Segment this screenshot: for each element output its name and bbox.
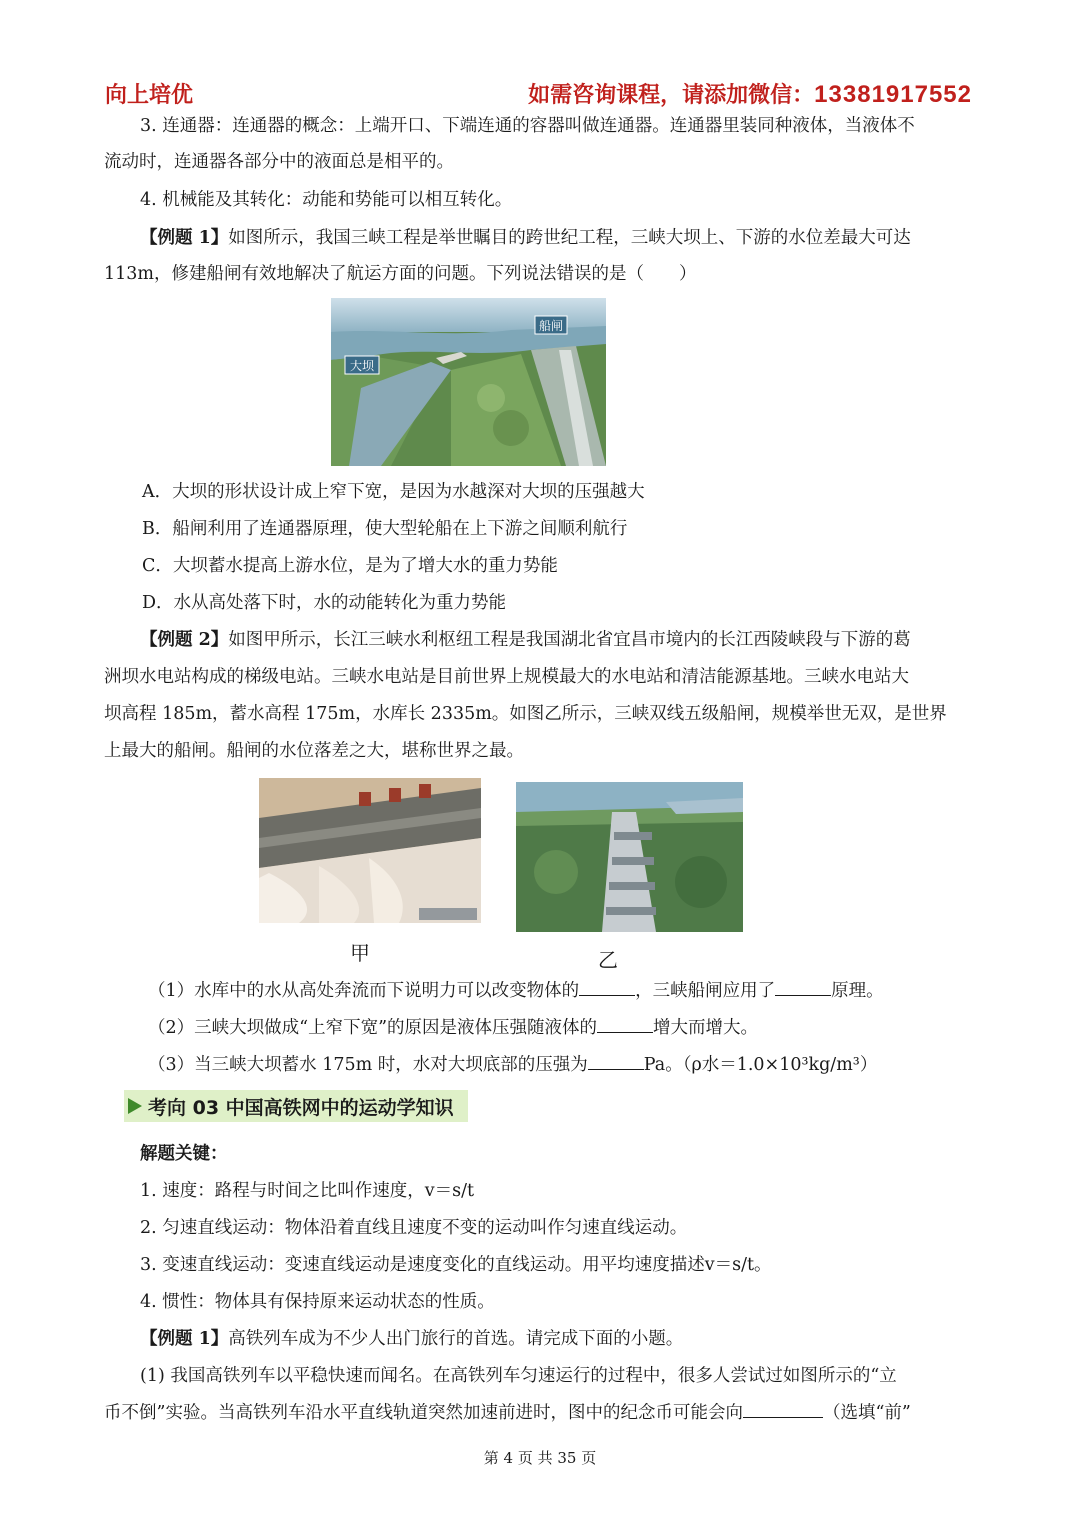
example2-q2 bbox=[104, 1010, 980, 1046]
example3-blank[interactable] bbox=[743, 1401, 823, 1418]
q3-text-a: （3）当三峡大坝蓄水 175m 时，水对大坝底部的压强为 bbox=[148, 1055, 588, 1075]
q1-text-c: 原理。 bbox=[831, 981, 884, 1001]
option-c: C．大坝蓄水提高上游水位，是为了增大水的重力势能 bbox=[142, 556, 558, 576]
section-header bbox=[124, 1090, 468, 1122]
caption-yi: 乙 bbox=[598, 948, 618, 972]
lock-label: 船闸 bbox=[538, 319, 564, 333]
example3-text1: 高铁列车成为不少人出门旅行的首选。请完成下面的小题。 bbox=[228, 1329, 684, 1349]
example2-tag: 【例题 2】 bbox=[140, 630, 229, 650]
q3-text-b: Pa。（ρ水＝1.0×10³kg/m³） bbox=[643, 1055, 878, 1075]
dam-label: 大坝 bbox=[349, 359, 375, 373]
contact-info bbox=[528, 78, 972, 109]
option-d: D．水从高处落下时，水的动能转化为重力势能 bbox=[142, 593, 507, 613]
three-gorges-illustration bbox=[331, 298, 606, 466]
keys-title: 解题关键： bbox=[140, 1144, 228, 1164]
example1-line1 bbox=[104, 220, 980, 256]
intro-p4: 4. 机械能及其转化：动能和势能可以相互转化。 bbox=[140, 190, 513, 210]
intro-p3-line1: 3. 连通器：连通器的概念：上端开口、下端连通的容器叫做连通器。连通器里装同种液体，当液体不 bbox=[140, 116, 915, 136]
q1-text-b: ，三峡船闸应用了 bbox=[635, 981, 776, 1001]
q2-blank[interactable] bbox=[597, 1016, 653, 1033]
example2-line3: 坝高程 185m，蓄水高程 175m，水库长 2335m。如图乙所示，三峡双线五级船闸，规模举世无双，是世界 bbox=[104, 704, 947, 724]
example1-tag: 【例题 1】 bbox=[140, 228, 229, 248]
arrow-icon bbox=[128, 1098, 142, 1114]
q2-text-a: （2）三峡大坝做成“上窄下宽”的原因是液体压强随液体的 bbox=[148, 1018, 598, 1038]
brand-name: 向上培优 bbox=[105, 83, 194, 108]
key-item-4: 4. 惯性：物体具有保持原来运动状态的性质。 bbox=[140, 1292, 495, 1312]
example2-line4: 上最大的船闸。船闸的水位落差之大，堪称世界之最。 bbox=[104, 741, 524, 761]
q3-blank[interactable] bbox=[588, 1053, 644, 1070]
option-b: B．船闸利用了连通器原理，使大型轮船在上下游之间顺利航行 bbox=[142, 519, 628, 539]
example3-text3b: （选填“前” bbox=[822, 1403, 911, 1423]
q1-blank-1[interactable] bbox=[579, 979, 635, 996]
example2-q1 bbox=[104, 973, 980, 1009]
ship-lock-illustration bbox=[516, 782, 743, 932]
example3-text3a: 币不倒”实验。当高铁列车沿水平直线轨道突然加速前进时，图中的纪念币可能会向 bbox=[104, 1403, 743, 1423]
dam-spillway-illustration bbox=[259, 778, 481, 923]
example1-text1: 如图所示，我国三峡工程是举世瞩目的跨世纪工程，三峡大坝上、下游的水位差最大可达 bbox=[228, 228, 911, 248]
key-item-1: 1. 速度：路程与时间之比叫作速度，v＝s/t bbox=[140, 1181, 475, 1201]
dam-spillway-photo bbox=[259, 778, 481, 923]
example3-line3 bbox=[104, 1395, 980, 1431]
key-item-3: 3. 变速直线运动：变速直线运动是速度变化的直线运动。用平均速度描述v＝s/t。 bbox=[140, 1255, 772, 1275]
example3-tag: 【例题 1】 bbox=[140, 1329, 229, 1349]
option-a: A．大坝的形状设计成上窄下宽，是因为水越深对大坝的压强越大 bbox=[142, 482, 645, 502]
q1-text-a: （1）水库中的水从高处奔流而下说明力可以改变物体的 bbox=[148, 981, 580, 1001]
example1-line2: 113m，修建船闸有效地解决了航运方面的问题。下列说法错误的是（ ） bbox=[104, 264, 697, 284]
q2-text-b: 增大而增大。 bbox=[653, 1018, 759, 1038]
example2-text1: 如图甲所示，长江三峡水利枢纽工程是我国湖北省宜昌市境内的长江西陵峡段与下游的葛 bbox=[228, 630, 911, 650]
example2-line2: 洲坝水电站构成的梯级电站。三峡水电站是目前世界上规模最大的水电站和清洁能源基地。三峡水电站大 bbox=[104, 667, 909, 687]
section-label: 考向 03 中国高铁网中的运动学知识 bbox=[148, 1097, 454, 1119]
intro-p3-line2: 流动时，连通器各部分中的液面总是相平的。 bbox=[104, 152, 454, 172]
q1-blank-2[interactable] bbox=[775, 979, 831, 996]
three-gorges-photo bbox=[331, 298, 606, 466]
contact-prefix: 如需咨询课程，请添加微信： bbox=[528, 83, 815, 108]
example2-q3 bbox=[104, 1047, 980, 1083]
page-number: 第 4 页 共 35 页 bbox=[483, 1449, 597, 1467]
example3-line2: (1) 我国高铁列车以平稳快速而闻名。在高铁列车匀速运行的过程中，很多人尝试过如图所示的“立 bbox=[140, 1366, 897, 1386]
ship-lock-photo bbox=[516, 782, 743, 932]
example2-line1 bbox=[104, 622, 980, 658]
contact-phone: 13381917552 bbox=[814, 81, 972, 108]
caption-jia: 甲 bbox=[350, 941, 370, 965]
example3-line1 bbox=[104, 1321, 980, 1357]
key-item-2: 2. 匀速直线运动：物体沿着直线且速度不变的运动叫作匀速直线运动。 bbox=[140, 1218, 688, 1238]
